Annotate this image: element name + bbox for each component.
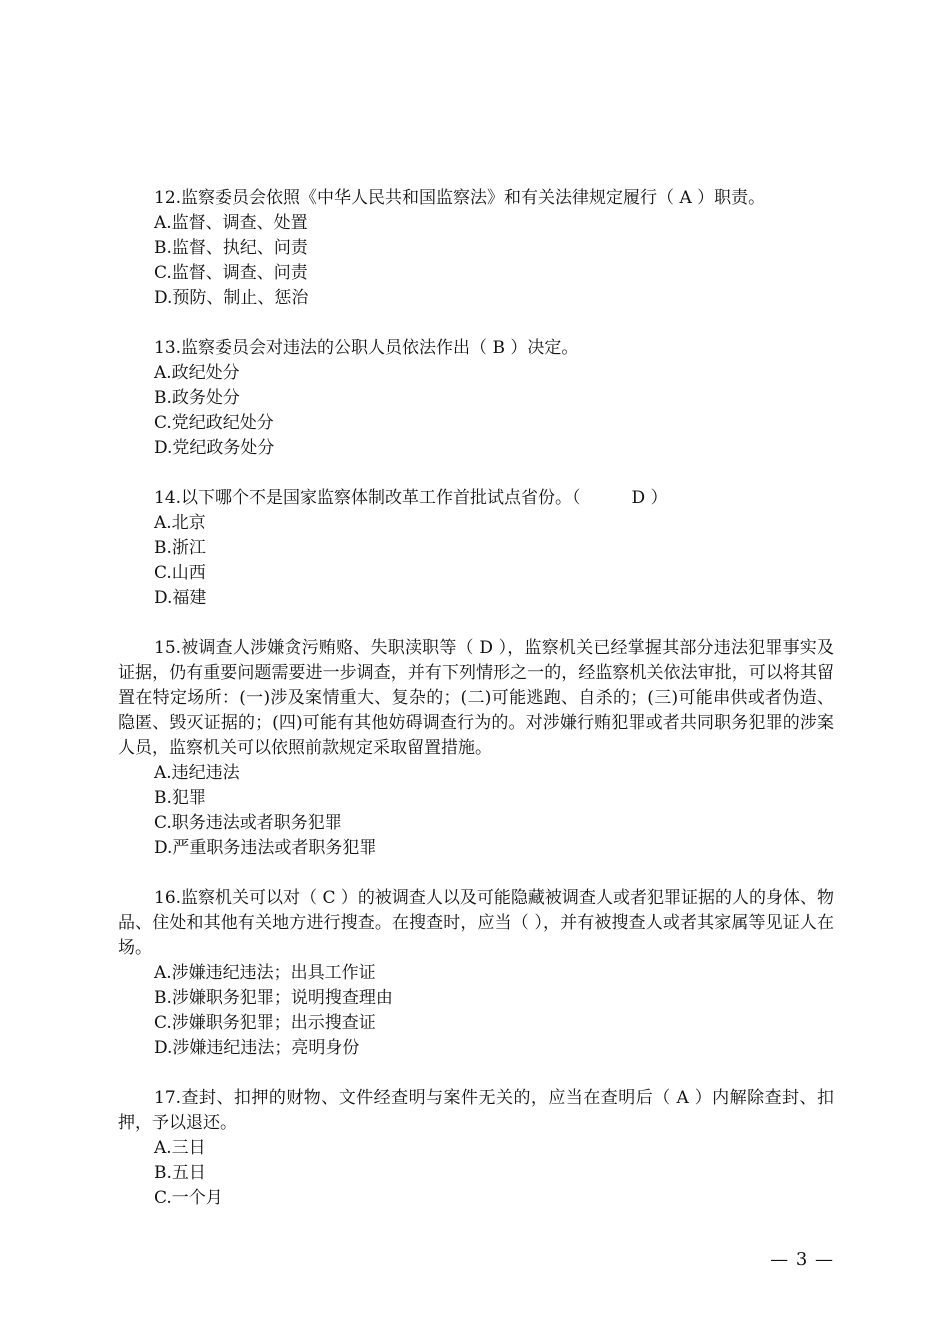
option-a: A.监督、调查、处置 [154,213,308,233]
question-stem: 13.监察委员会对违法的公职人员依法作出（ B ）决定。 [154,338,579,358]
option-b: B.政务处分 [154,388,240,408]
question-stem: 15.被调查人涉嫌贪污贿赂、失职渎职等（ D ），监察机关已经掌握其部分违法犯罪事实及证据，仍有重要问题需要进一步调查，并有下列情形之一的，经监察机关依法审批，可以将其留置在特定场所：(一)涉及案情重大、复杂的；(二)可能逃跑、自杀的；(三)可能串供或者伪造、隐匿、毁灭证据的；(四)可能有其他妨碍调查行为的。对涉嫌行贿犯罪或者共同职务犯罪的涉案人员，监察机关可以依照前款规定采取留置措施。 [118,638,834,758]
question-15 [118,636,834,861]
question-16 [118,886,834,1061]
option-b: B.五日 [154,1163,206,1183]
question-14 [118,486,834,611]
option-list [118,511,834,611]
option-c: C.山西 [154,563,206,583]
option-list [118,961,834,1061]
option-c: C.涉嫌职务犯罪；出示搜查证 [154,1013,376,1033]
option-list [118,761,834,861]
option-c: C.监督、调查、问责 [154,263,308,283]
option-d: D.严重职务违法或者职务犯罪 [154,838,377,858]
option-a: A.涉嫌违纪违法；出具工作证 [154,963,376,983]
question-12 [118,186,834,311]
question-13 [118,336,834,461]
option-b: B.犯罪 [154,788,206,808]
option-d: D.涉嫌违纪违法；亮明身份 [154,1038,360,1058]
option-d: D.预防、制止、惩治 [154,288,309,308]
option-a: A.违纪违法 [154,763,240,783]
option-list [118,211,834,311]
option-b: B.监督、执纪、问责 [154,238,308,258]
option-a: A.三日 [154,1138,206,1158]
option-a: A.北京 [154,513,206,533]
question-17 [118,1086,834,1211]
page-number: — 3 — [770,1249,834,1270]
option-c: C.一个月 [154,1188,223,1208]
option-c: C.职务违法或者职务犯罪 [154,813,342,833]
option-b: B.浙江 [154,538,206,558]
question-stem: 12.监察委员会依照《中华人民共和国监察法》和有关法律规定履行（ A ）职责。 [154,188,766,208]
option-a: A.政纪处分 [154,363,240,383]
question-stem: 14.以下哪个不是国家监察体制改革工作首批试点省份。（ D ） [154,488,668,508]
question-stem: 17.查封、扣押的财物、文件经查明与案件无关的，应当在查明后（ A ）内解除查封、扣押，予以退还。 [118,1088,834,1133]
document-body [118,186,834,1236]
option-d: D.党纪政务处分 [154,438,275,458]
option-b: B.涉嫌职务犯罪；说明搜查理由 [154,988,393,1008]
option-c: C.党纪政纪处分 [154,413,274,433]
option-d: D.福建 [154,588,207,608]
option-list [118,361,834,461]
question-stem: 16.监察机关可以对（ C ）的被调查人以及可能隐藏被调查人或者犯罪证据的人的身体、物品、住处和其他有关地方进行搜查。在搜查时，应当（ ），并有被搜查人或者其家属等见证人在场。 [118,888,834,958]
option-list [118,1136,834,1211]
